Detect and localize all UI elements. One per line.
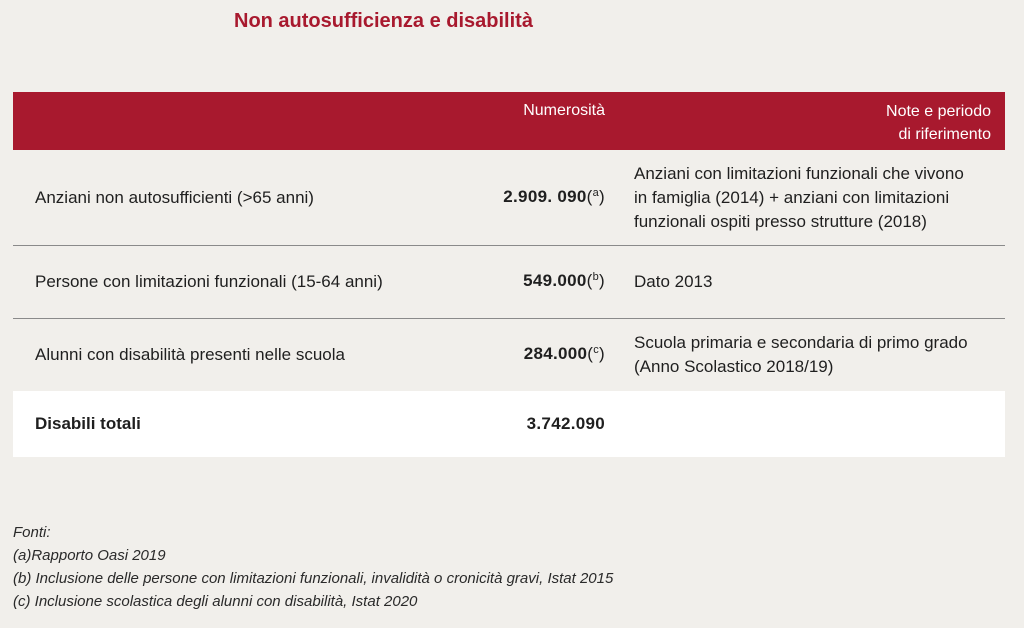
sources-heading: Fonti:	[13, 524, 51, 541]
row-note-line: Scuola primaria e secondaria di primo grado	[634, 333, 968, 352]
row-label: Alunni con disabilità presenti nelle scuola	[35, 345, 345, 364]
header-note	[886, 100, 991, 146]
row-value-number: 2.909. 090	[503, 186, 587, 206]
row-note-line: funzionali ospiti presso strutture (2018)	[634, 211, 927, 231]
row-note	[634, 270, 999, 294]
row-note	[634, 162, 999, 234]
total-label: Disabili totali	[35, 414, 141, 433]
footnote-ref: b	[592, 271, 600, 283]
row-label: Anziani non autosufficienti (>65 anni)	[35, 187, 314, 207]
source-item: (a)Rapporto Oasi 2019	[13, 547, 166, 564]
row-note-line: (Anno Scolastico 2018/19)	[634, 357, 834, 376]
row-note	[634, 331, 999, 379]
row-value-number: 284.000	[523, 344, 588, 363]
total-value: 3.742.090	[526, 414, 605, 433]
data-table	[13, 92, 1005, 457]
row-value: 284.000($^c$)	[523, 344, 605, 363]
header-note-line: Note e periodo	[886, 103, 991, 120]
total-row	[13, 391, 1005, 457]
footnote-ref: c	[593, 344, 600, 356]
table-row	[13, 319, 1005, 391]
row-value: 2.909. 090($^a$)	[503, 186, 605, 206]
row-value: 549.000($^b$)	[523, 271, 605, 290]
sources-section	[13, 521, 613, 613]
table-row	[13, 246, 1005, 319]
source-item: (c) Inclusione scolastica degli alunni con disabilità, Istat 2020	[13, 593, 418, 610]
page-title: Non autosufficienza e disabilità	[234, 10, 533, 32]
table-row	[13, 150, 1005, 246]
row-label: Persone con limitazioni funzionali (15-64 anni)	[35, 272, 383, 291]
source-item: (b) Inclusione delle persone con limitazioni funzionali, invalidità o cronicità gravi, Istat 2015	[13, 570, 614, 587]
row-note-line: Dato 2013	[634, 272, 713, 291]
header-note-line: di riferimento	[898, 126, 991, 143]
footnote-ref: a	[592, 186, 600, 199]
row-note-line: in famiglia (2014) + anziani con limitazioni	[634, 187, 950, 207]
row-note-line: Anziani con limitazioni funzionali che vivono	[634, 163, 964, 183]
row-value-number: 549.000	[523, 271, 587, 290]
table-header	[13, 92, 1005, 150]
header-numerosita: Numerosità	[523, 102, 605, 119]
